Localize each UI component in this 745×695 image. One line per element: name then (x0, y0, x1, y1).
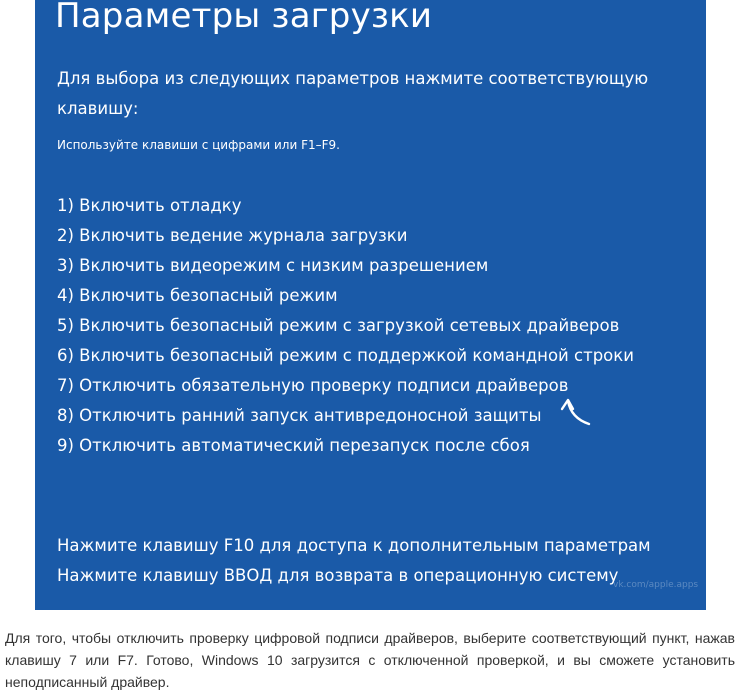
boot-option-1[interactable]: 1) Включить отладку (57, 196, 242, 215)
boot-option-4[interactable]: 4) Включить безопасный режим (57, 286, 338, 305)
watermark-text: vk.com/apple.apps (613, 580, 699, 590)
boot-option-2[interactable]: 2) Включить ведение журнала загрузки (57, 226, 408, 245)
enter-hint: Нажмите клавишу ВВОД для возврата в операционную систему (57, 566, 619, 585)
boot-option-8[interactable]: 8) Отключить ранний запуск антивредоносной защиты (57, 406, 542, 425)
boot-option-9[interactable]: 9) Отключить автоматический перезапуск после сбоя (57, 436, 530, 455)
boot-option-7[interactable]: 7) Отключить обязательную проверку подписи драйверов (57, 376, 569, 395)
f10-hint: Нажмите клавишу F10 для доступа к дополнительным параметрам (57, 536, 651, 555)
instruction-text: Для выбора из следующих параметров нажмите соответствующую клавишу: (57, 69, 649, 118)
hand-drawn-arrow-icon (559, 395, 593, 429)
hint-text: Используйте клавиши с цифрами или F1–F9. (57, 138, 340, 152)
boot-option-6[interactable]: 6) Включить безопасный режим с поддержкой командной строки (57, 346, 634, 365)
boot-option-3[interactable]: 3) Включить видеорежим с низким разрешением (57, 256, 489, 275)
screen-title: Параметры загрузки (55, 0, 433, 36)
boot-option-5[interactable]: 5) Включить безопасный режим с загрузкой сетевых драйверов (57, 316, 620, 335)
boot-options-screen (35, 0, 706, 610)
key-hints (57, 532, 651, 592)
article-caption: Для того, чтобы отключить проверку цифровой подписи драйверов, выберите соответствующий пункт, нажав клавишу 7 или F7. Готово, Windows 10 загрузится с отключенной проверкой, и вы сможете установить неподписанный драйвер. (5, 630, 735, 690)
boot-options-list (57, 192, 634, 462)
